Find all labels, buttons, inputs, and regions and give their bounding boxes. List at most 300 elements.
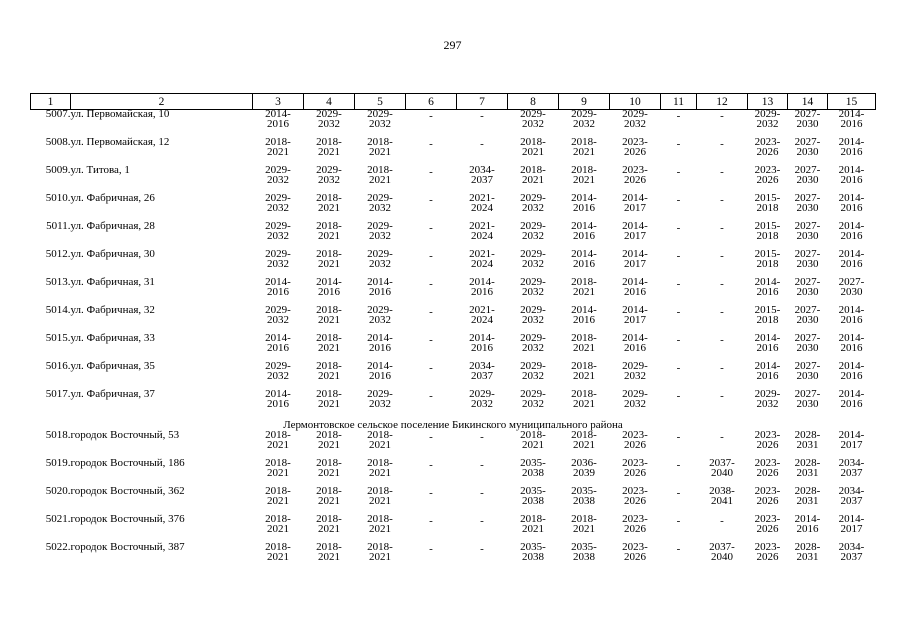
year-cell bbox=[406, 431, 457, 459]
year-start: 2018- bbox=[265, 485, 291, 497]
row-address: городок Восточный, 186 bbox=[70, 457, 185, 469]
year-start: 2018- bbox=[265, 136, 291, 148]
year-end: 2032 bbox=[318, 117, 340, 130]
year-end: 2032 bbox=[624, 397, 646, 410]
year-start: 2029- bbox=[520, 108, 546, 120]
year-cell bbox=[697, 487, 748, 515]
year-start: 2014- bbox=[838, 220, 865, 232]
year-start: 2027- bbox=[794, 108, 821, 120]
year-cell bbox=[610, 362, 661, 390]
year-start: 2018- bbox=[316, 388, 342, 400]
year-cell bbox=[406, 250, 457, 278]
year-end: 2016 bbox=[267, 117, 289, 130]
empty-marker: - bbox=[429, 194, 433, 206]
year-cell bbox=[508, 250, 559, 278]
year-start: 2021- bbox=[469, 248, 495, 260]
year-end: 2016 bbox=[840, 117, 863, 130]
year-cell bbox=[610, 515, 661, 543]
year-cell bbox=[610, 390, 661, 418]
empty-marker: - bbox=[676, 515, 681, 527]
year-end: 2016 bbox=[756, 285, 779, 298]
empty-marker: - bbox=[720, 110, 724, 122]
year-cell bbox=[355, 459, 406, 487]
table-row bbox=[31, 459, 876, 487]
year-cell bbox=[828, 222, 876, 250]
year-end: 2021 bbox=[318, 522, 340, 535]
year-cell bbox=[697, 390, 748, 418]
year-start: 2014- bbox=[622, 332, 648, 344]
table-body-a bbox=[31, 110, 876, 419]
year-cell bbox=[457, 222, 508, 250]
row-number: 5022. bbox=[45, 541, 71, 553]
year-end: 2041 bbox=[711, 494, 733, 507]
year-cell bbox=[559, 194, 610, 222]
year-start: 2018- bbox=[367, 136, 393, 148]
year-start: 2014- bbox=[838, 332, 865, 344]
year-end: 2032 bbox=[369, 229, 391, 242]
empty-marker: - bbox=[720, 278, 724, 290]
empty-marker: - bbox=[676, 543, 681, 555]
empty-marker: - bbox=[720, 194, 724, 206]
year-start: 2014- bbox=[838, 304, 865, 316]
year-start: 2023- bbox=[754, 541, 781, 553]
year-start: 2029- bbox=[469, 388, 495, 400]
year-start: 2023- bbox=[622, 457, 648, 469]
year-start: 2014- bbox=[838, 192, 865, 204]
year-cell bbox=[748, 194, 788, 222]
year-cell bbox=[406, 543, 457, 571]
year-start: 2029- bbox=[265, 248, 291, 260]
year-cell bbox=[748, 250, 788, 278]
year-start: 2018- bbox=[571, 332, 597, 344]
year-cell bbox=[559, 543, 610, 571]
year-start: 2028- bbox=[794, 429, 821, 441]
year-cell bbox=[697, 431, 748, 459]
year-cell bbox=[661, 487, 697, 515]
year-cell bbox=[661, 543, 697, 571]
year-end: 2037 bbox=[471, 173, 493, 186]
year-cell bbox=[253, 543, 304, 571]
year-cell bbox=[748, 459, 788, 487]
year-start: 2018- bbox=[367, 485, 393, 497]
empty-marker: - bbox=[720, 166, 724, 178]
year-start: 2014- bbox=[622, 276, 648, 288]
row-number: 5021. bbox=[45, 513, 71, 525]
year-start: 2014- bbox=[571, 192, 597, 204]
year-cell bbox=[661, 515, 697, 543]
empty-marker: - bbox=[676, 334, 681, 346]
year-end: 2021 bbox=[318, 257, 340, 270]
year-start: 2027- bbox=[838, 276, 865, 288]
year-end: 2032 bbox=[267, 313, 289, 326]
row-address: городок Восточный, 376 bbox=[70, 513, 185, 525]
year-cell bbox=[748, 306, 788, 334]
year-start: 2023- bbox=[754, 429, 781, 441]
year-end: 2032 bbox=[624, 369, 646, 382]
empty-marker: - bbox=[676, 431, 681, 443]
year-cell bbox=[355, 543, 406, 571]
year-end: 2037 bbox=[840, 550, 863, 563]
year-cell bbox=[253, 431, 304, 459]
year-end: 2021 bbox=[573, 173, 595, 186]
year-cell bbox=[661, 306, 697, 334]
year-end: 2032 bbox=[522, 201, 544, 214]
year-cell bbox=[828, 166, 876, 194]
year-cell bbox=[661, 138, 697, 166]
table-row bbox=[31, 543, 876, 571]
year-cell bbox=[788, 431, 828, 459]
year-start: 2029- bbox=[265, 360, 291, 372]
year-start: 2034- bbox=[838, 485, 865, 497]
year-cell bbox=[788, 459, 828, 487]
year-end: 2038 bbox=[522, 466, 544, 479]
row-address: ул. Первомайская, 12 bbox=[70, 136, 170, 148]
year-end: 2032 bbox=[369, 313, 391, 326]
year-cell bbox=[508, 306, 559, 334]
year-cell bbox=[661, 222, 697, 250]
year-end: 2016 bbox=[840, 145, 863, 158]
year-start: 2035- bbox=[520, 457, 546, 469]
year-cell bbox=[253, 306, 304, 334]
year-cell bbox=[304, 431, 355, 459]
year-start: 2014- bbox=[316, 276, 342, 288]
year-cell bbox=[661, 459, 697, 487]
year-end: 2017 bbox=[624, 313, 646, 326]
year-end: 2032 bbox=[318, 173, 340, 186]
year-end: 2032 bbox=[522, 117, 544, 130]
year-cell bbox=[406, 487, 457, 515]
year-end: 2032 bbox=[369, 257, 391, 270]
year-cell bbox=[457, 515, 508, 543]
year-end: 2032 bbox=[522, 397, 544, 410]
year-end: 2040 bbox=[711, 550, 733, 563]
year-cell bbox=[828, 390, 876, 418]
year-end: 2016 bbox=[369, 369, 391, 382]
year-cell bbox=[610, 250, 661, 278]
year-cell bbox=[610, 543, 661, 571]
row-number: 5015. bbox=[45, 332, 71, 344]
row-address: ул. Фабричная, 28 bbox=[70, 220, 155, 232]
year-cell bbox=[559, 222, 610, 250]
year-cell bbox=[304, 306, 355, 334]
year-end: 2030 bbox=[796, 229, 819, 242]
year-start: 2018- bbox=[265, 457, 291, 469]
year-end: 2021 bbox=[573, 341, 595, 354]
row-address: ул. Фабричная, 26 bbox=[70, 192, 155, 204]
year-start: 2018- bbox=[316, 332, 342, 344]
year-cell bbox=[304, 543, 355, 571]
year-start: 2023- bbox=[622, 485, 648, 497]
year-start: 2027- bbox=[794, 388, 821, 400]
year-cell bbox=[697, 459, 748, 487]
year-start: 2029- bbox=[367, 192, 393, 204]
year-start: 2014- bbox=[265, 332, 291, 344]
year-end: 2037 bbox=[471, 369, 493, 382]
year-end: 2024 bbox=[471, 229, 493, 242]
year-end: 2021 bbox=[318, 550, 340, 563]
empty-marker: - bbox=[720, 390, 724, 402]
year-end: 2016 bbox=[840, 229, 863, 242]
year-start: 2027- bbox=[794, 192, 821, 204]
year-start: 2014- bbox=[838, 136, 865, 148]
year-start: 2029- bbox=[520, 304, 546, 316]
year-end: 2032 bbox=[522, 229, 544, 242]
year-cell bbox=[610, 138, 661, 166]
year-end: 2016 bbox=[471, 285, 493, 298]
year-end: 2038 bbox=[522, 494, 544, 507]
table-row bbox=[31, 306, 876, 334]
year-start: 2018- bbox=[571, 388, 597, 400]
year-end: 2026 bbox=[756, 438, 779, 451]
year-end: 2026 bbox=[624, 145, 646, 158]
year-cell bbox=[355, 250, 406, 278]
year-start: 2023- bbox=[622, 513, 648, 525]
year-start: 2018- bbox=[316, 513, 342, 525]
year-cell bbox=[661, 334, 697, 362]
year-start: 2034- bbox=[469, 360, 495, 372]
year-cell bbox=[355, 166, 406, 194]
year-start: 2027- bbox=[794, 360, 821, 372]
column-header: 1 bbox=[31, 94, 71, 110]
year-cell bbox=[559, 362, 610, 390]
year-cell bbox=[406, 166, 457, 194]
year-start: 2018- bbox=[316, 541, 342, 553]
year-start: 2018- bbox=[571, 513, 597, 525]
year-end: 2021 bbox=[267, 522, 289, 535]
year-start: 2014- bbox=[838, 248, 865, 260]
empty-marker: - bbox=[429, 138, 433, 150]
empty-marker: - bbox=[429, 222, 433, 234]
year-end: 2016 bbox=[840, 257, 863, 270]
year-cell bbox=[661, 431, 697, 459]
table-row bbox=[31, 362, 876, 390]
year-end: 2016 bbox=[573, 257, 595, 270]
year-end: 2030 bbox=[840, 285, 863, 298]
empty-marker: - bbox=[480, 431, 484, 443]
year-cell bbox=[559, 138, 610, 166]
year-cell bbox=[748, 543, 788, 571]
year-end: 2030 bbox=[796, 341, 819, 354]
year-start: 2029- bbox=[367, 108, 393, 120]
year-end: 2017 bbox=[624, 229, 646, 242]
year-cell bbox=[406, 306, 457, 334]
year-end: 2038 bbox=[573, 494, 595, 507]
year-start: 2018- bbox=[316, 136, 342, 148]
year-end: 2021 bbox=[318, 341, 340, 354]
column-header: 7 bbox=[457, 94, 508, 110]
empty-marker: - bbox=[429, 431, 433, 443]
year-start: 2021- bbox=[469, 304, 495, 316]
empty-marker: - bbox=[429, 515, 433, 527]
year-cell bbox=[610, 334, 661, 362]
year-cell bbox=[559, 278, 610, 306]
year-end: 2021 bbox=[573, 369, 595, 382]
year-end: 2026 bbox=[624, 522, 646, 535]
year-end: 2017 bbox=[624, 257, 646, 270]
year-cell bbox=[748, 515, 788, 543]
year-end: 2021 bbox=[369, 438, 391, 451]
year-cell bbox=[406, 390, 457, 418]
column-header: 14 bbox=[788, 94, 828, 110]
year-start: 2014- bbox=[265, 108, 291, 120]
year-end: 2016 bbox=[369, 341, 391, 354]
year-cell bbox=[304, 515, 355, 543]
year-end: 2021 bbox=[369, 550, 391, 563]
year-start: 2028- bbox=[794, 541, 821, 553]
empty-marker: - bbox=[480, 110, 484, 122]
table-row bbox=[31, 110, 876, 139]
year-end: 2030 bbox=[796, 173, 819, 186]
empty-marker: - bbox=[429, 306, 433, 318]
year-end: 2016 bbox=[267, 397, 289, 410]
year-cell bbox=[508, 390, 559, 418]
row-address: ул. Первомайская, 10 bbox=[70, 108, 170, 120]
row-number: 5013. bbox=[45, 276, 71, 288]
row-address: городок Восточный, 53 bbox=[70, 429, 180, 441]
year-end: 2032 bbox=[522, 313, 544, 326]
year-cell bbox=[748, 390, 788, 418]
year-cell bbox=[304, 334, 355, 362]
year-start: 2029- bbox=[520, 248, 546, 260]
year-start: 2029- bbox=[520, 332, 546, 344]
row-number: 5007. bbox=[45, 108, 71, 120]
year-end: 2032 bbox=[522, 341, 544, 354]
year-start: 2018- bbox=[571, 276, 597, 288]
year-cell bbox=[828, 110, 876, 139]
year-cell bbox=[697, 250, 748, 278]
empty-marker: - bbox=[676, 110, 681, 122]
empty-marker: - bbox=[720, 431, 724, 443]
year-start: 2014- bbox=[754, 276, 781, 288]
year-cell bbox=[253, 138, 304, 166]
year-cell bbox=[788, 278, 828, 306]
row-address: ул. Фабричная, 32 bbox=[70, 304, 155, 316]
year-start: 2029- bbox=[520, 220, 546, 232]
year-start: 2014- bbox=[265, 276, 291, 288]
year-end: 2021 bbox=[318, 201, 340, 214]
year-cell bbox=[748, 487, 788, 515]
year-end: 2021 bbox=[369, 466, 391, 479]
year-start: 2035- bbox=[520, 485, 546, 497]
year-cell bbox=[697, 278, 748, 306]
row-number: 5009. bbox=[45, 164, 71, 176]
year-end: 2021 bbox=[318, 369, 340, 382]
year-start: 2018- bbox=[367, 541, 393, 553]
year-cell bbox=[304, 459, 355, 487]
year-cell bbox=[355, 278, 406, 306]
year-start: 2029- bbox=[622, 388, 648, 400]
year-end: 2016 bbox=[796, 522, 819, 535]
year-start: 2023- bbox=[754, 164, 781, 176]
empty-marker: - bbox=[720, 306, 724, 318]
year-end: 2021 bbox=[267, 438, 289, 451]
year-cell bbox=[559, 166, 610, 194]
column-header: 11 bbox=[661, 94, 697, 110]
year-end: 2017 bbox=[840, 522, 863, 535]
year-end: 2032 bbox=[471, 397, 493, 410]
empty-marker: - bbox=[720, 222, 724, 234]
year-end: 2032 bbox=[522, 257, 544, 270]
year-cell bbox=[661, 390, 697, 418]
year-start: 2035- bbox=[571, 485, 597, 497]
year-end: 2026 bbox=[756, 173, 779, 186]
year-end: 2018 bbox=[756, 257, 779, 270]
year-cell bbox=[697, 334, 748, 362]
column-header: 5 bbox=[355, 94, 406, 110]
year-end: 2021 bbox=[318, 145, 340, 158]
year-cell bbox=[828, 487, 876, 515]
year-cell bbox=[610, 194, 661, 222]
empty-marker: - bbox=[480, 543, 484, 555]
year-cell bbox=[828, 362, 876, 390]
year-cell bbox=[748, 362, 788, 390]
year-cell bbox=[304, 166, 355, 194]
year-end: 2021 bbox=[369, 145, 391, 158]
year-end: 2021 bbox=[573, 522, 595, 535]
year-end: 2021 bbox=[522, 522, 544, 535]
year-cell bbox=[828, 278, 876, 306]
year-start: 2018- bbox=[316, 304, 342, 316]
year-cell bbox=[697, 194, 748, 222]
year-cell bbox=[406, 138, 457, 166]
empty-marker: - bbox=[676, 487, 681, 499]
year-start: 2014- bbox=[469, 332, 495, 344]
year-end: 2021 bbox=[369, 173, 391, 186]
year-end: 2031 bbox=[796, 438, 819, 451]
year-end: 2030 bbox=[796, 117, 819, 130]
year-cell bbox=[788, 222, 828, 250]
empty-marker: - bbox=[720, 250, 724, 262]
year-end: 2032 bbox=[267, 257, 289, 270]
table-row bbox=[31, 515, 876, 543]
year-start: 2018- bbox=[316, 360, 342, 372]
year-end: 2021 bbox=[267, 550, 289, 563]
year-start: 2035- bbox=[571, 541, 597, 553]
year-start: 2023- bbox=[754, 457, 781, 469]
empty-marker: - bbox=[676, 138, 681, 150]
year-cell bbox=[697, 515, 748, 543]
year-cell bbox=[697, 138, 748, 166]
table-row bbox=[31, 250, 876, 278]
year-cell bbox=[788, 334, 828, 362]
year-start: 2014- bbox=[754, 360, 781, 372]
year-start: 2014- bbox=[838, 429, 865, 441]
year-end: 2016 bbox=[267, 285, 289, 298]
year-start: 2023- bbox=[754, 485, 781, 497]
year-end: 2016 bbox=[624, 285, 646, 298]
year-end: 2021 bbox=[573, 397, 595, 410]
row-address: ул. Фабричная, 30 bbox=[70, 248, 155, 260]
year-start: 2034- bbox=[838, 457, 865, 469]
year-end: 2024 bbox=[471, 201, 493, 214]
year-cell bbox=[610, 278, 661, 306]
year-end: 2038 bbox=[522, 550, 544, 563]
year-cell bbox=[559, 431, 610, 459]
year-start: 2018- bbox=[520, 136, 546, 148]
year-cell bbox=[788, 250, 828, 278]
year-end: 2021 bbox=[318, 313, 340, 326]
year-start: 2029- bbox=[520, 360, 546, 372]
year-cell bbox=[355, 487, 406, 515]
year-cell bbox=[828, 194, 876, 222]
column-header: 12 bbox=[697, 94, 748, 110]
row-number: 5012. bbox=[45, 248, 71, 260]
year-cell bbox=[559, 390, 610, 418]
empty-marker: - bbox=[720, 138, 724, 150]
empty-marker: - bbox=[676, 459, 681, 471]
year-cell bbox=[508, 543, 559, 571]
year-start: 2014- bbox=[367, 360, 393, 372]
